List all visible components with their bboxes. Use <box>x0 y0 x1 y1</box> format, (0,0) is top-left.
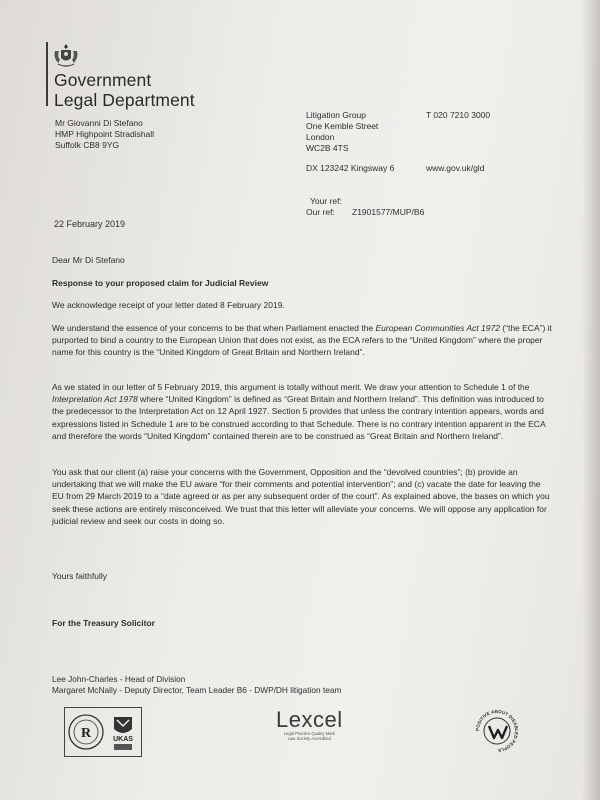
closing: Yours faithfully <box>52 571 107 581</box>
lexcel-subtitle-1: Legal Practice Quality Mark <box>283 731 335 736</box>
paragraph-3-part-b: where “United Kingdom” is defined as “Great Britain and Northern Ireland”. This definition was introduced to the predecessor to the Interpretation Act on 12 April 1927. Section 5 provides that unless the contrary intention appears, words and expressions listed in Schedule 1 are to be construed according to that Schedule. There is no contrary intention apparent in the ECA and therefore the words “United Kingdom” contained therein are to be construed as “Great Britain and Northern Ireland”. <box>52 394 546 441</box>
sender-line2: One Kemble Street <box>306 121 379 131</box>
paragraph-3-part-a: As we stated in our letter of 5 February 2019, this argument is totally without merit. We draw your attention to Schedule 1 of the <box>52 382 530 392</box>
brand-rule <box>46 42 48 106</box>
paragraph-2-act-title: European Communities Act 1972 <box>375 323 500 333</box>
iso-ukas-certification-logo <box>64 707 142 757</box>
sender-phone: T 020 7210 3000 <box>426 110 491 120</box>
sender-address <box>306 110 378 154</box>
disability-ring-text: POSITIVE ABOUT DISABLED PEOPLE <box>474 708 520 754</box>
recipient-line3: Suffolk CB8 9YG <box>55 140 120 150</box>
letter-date: 22 February 2019 <box>54 219 126 229</box>
lexcel-subtitle-2: Law Society Accredited <box>287 736 331 741</box>
royal-crest-icon <box>52 42 80 68</box>
paragraph-3-act-title: Interpretation Act 1978 <box>52 394 138 405</box>
ukas-label: UKAS <box>113 736 133 743</box>
contact-line1: Lee John-Charles - Head of Division <box>52 674 186 684</box>
recipient-address <box>55 118 154 151</box>
our-ref-value: Z1901577/MUP/B6 <box>352 207 425 217</box>
paragraph-1: We acknowledge receipt of your letter dated 8 February 2019. <box>52 300 285 310</box>
sender-line1: Litigation Group <box>306 110 367 120</box>
signoff: For the Treasury Solicitor <box>52 618 155 628</box>
sender-website: www.gov.uk/gld <box>426 163 485 173</box>
paragraph-2-part-b: (“the ECA”) it purported to bind a country to the European Union that does not exist, as the ECA refers to the “United Kingdom” where the proper name for this country is the “United Kingdom of Great Britain and Northern Ireland”. <box>52 323 552 358</box>
recipient-line1: Mr Giovanni Di Stefano <box>55 118 143 128</box>
department-name-line2: Legal Department <box>54 90 195 110</box>
subject-line: Response to your proposed claim for Judicial Review <box>52 278 269 288</box>
svg-text:R: R <box>80 726 92 741</box>
department-name <box>54 70 195 110</box>
your-ref-label: Your ref: <box>310 196 342 206</box>
paragraph-2 <box>52 322 552 359</box>
disability-confident-logo <box>472 706 522 756</box>
sender-line3: London <box>306 132 335 142</box>
our-ref-label: Our ref: <box>306 207 335 217</box>
sender-dx: DX 123242 Kingsway 6 <box>306 163 395 173</box>
recipient-line2: HMP Highpoint Stradishall <box>55 129 155 139</box>
paragraph-3 <box>52 381 552 442</box>
department-name-line1: Government <box>54 70 152 90</box>
paragraph-2-part-a: We understand the essence of your concerns to be that when Parliament enacted the <box>52 323 376 333</box>
sender-line4: WC2B 4TS <box>306 143 349 153</box>
paragraph-4: You ask that our client (a) raise your concerns with the Government, Opposition and the “devolved countries”; (b) provide an undertaking that we will make the EU aware “for their comments and potential intervention”; and (c) vacate the date for leaving the EU from 29 March 2019 to a “date agreed or as per any subsequent order of the court”. As explained above, the bases on which you seek these actions are entirely misconceived. We trust that this letter will alleviate your concerns. We will oppose any application for judicial review and seek our costs in doing so. <box>52 467 550 526</box>
page-edge-shadow <box>582 0 600 800</box>
lexcel-wordmark: Lexcel <box>276 707 343 732</box>
contact-line2: Margaret McNally - Deputy Director, Team Leader B6 - DWP/DH litigation team <box>52 685 342 695</box>
salutation: Dear Mr Di Stefano <box>52 255 125 265</box>
lexcel-logo <box>276 709 343 741</box>
